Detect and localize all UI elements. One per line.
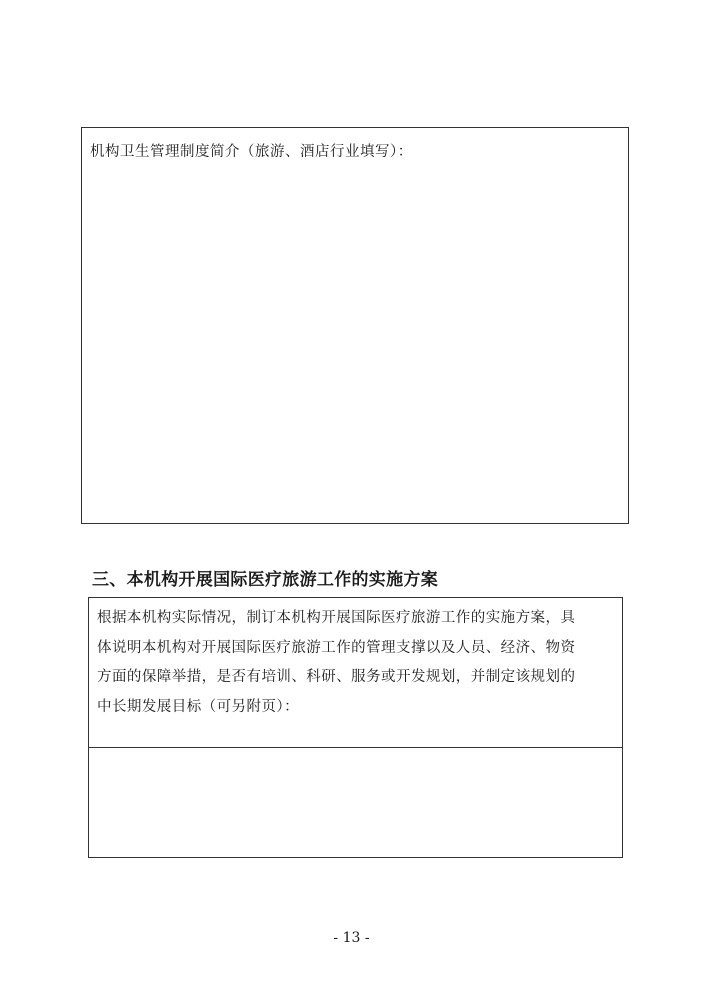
instruction-line: 方面的保障举措，是否有培训、科研、服务或开发规划，并制定该规划的 (97, 669, 576, 685)
hygiene-management-box (81, 127, 629, 524)
instruction-line: 中长期发展目标（可另附页）： (97, 698, 300, 715)
instruction-line: 根据本机构实际情况，制订本机构开展国际医疗旅游工作的实施方案，具 (97, 610, 576, 626)
section-three-heading: 三、本机构开展国际医疗旅游工作的实施方案 (92, 570, 438, 590)
instruction-line: 体说明本机构对开展国际医疗旅游工作的管理支撑以及人员、经济、物资 (97, 639, 576, 656)
answer-area-divider (89, 747, 622, 748)
hygiene-management-label: 机构卫生管理制度简介（旅游、酒店行业填写）： (90, 144, 413, 160)
implementation-plan-instructions (97, 604, 617, 722)
implementation-plan-box (88, 597, 623, 858)
page-number: - 13 - (333, 930, 370, 946)
